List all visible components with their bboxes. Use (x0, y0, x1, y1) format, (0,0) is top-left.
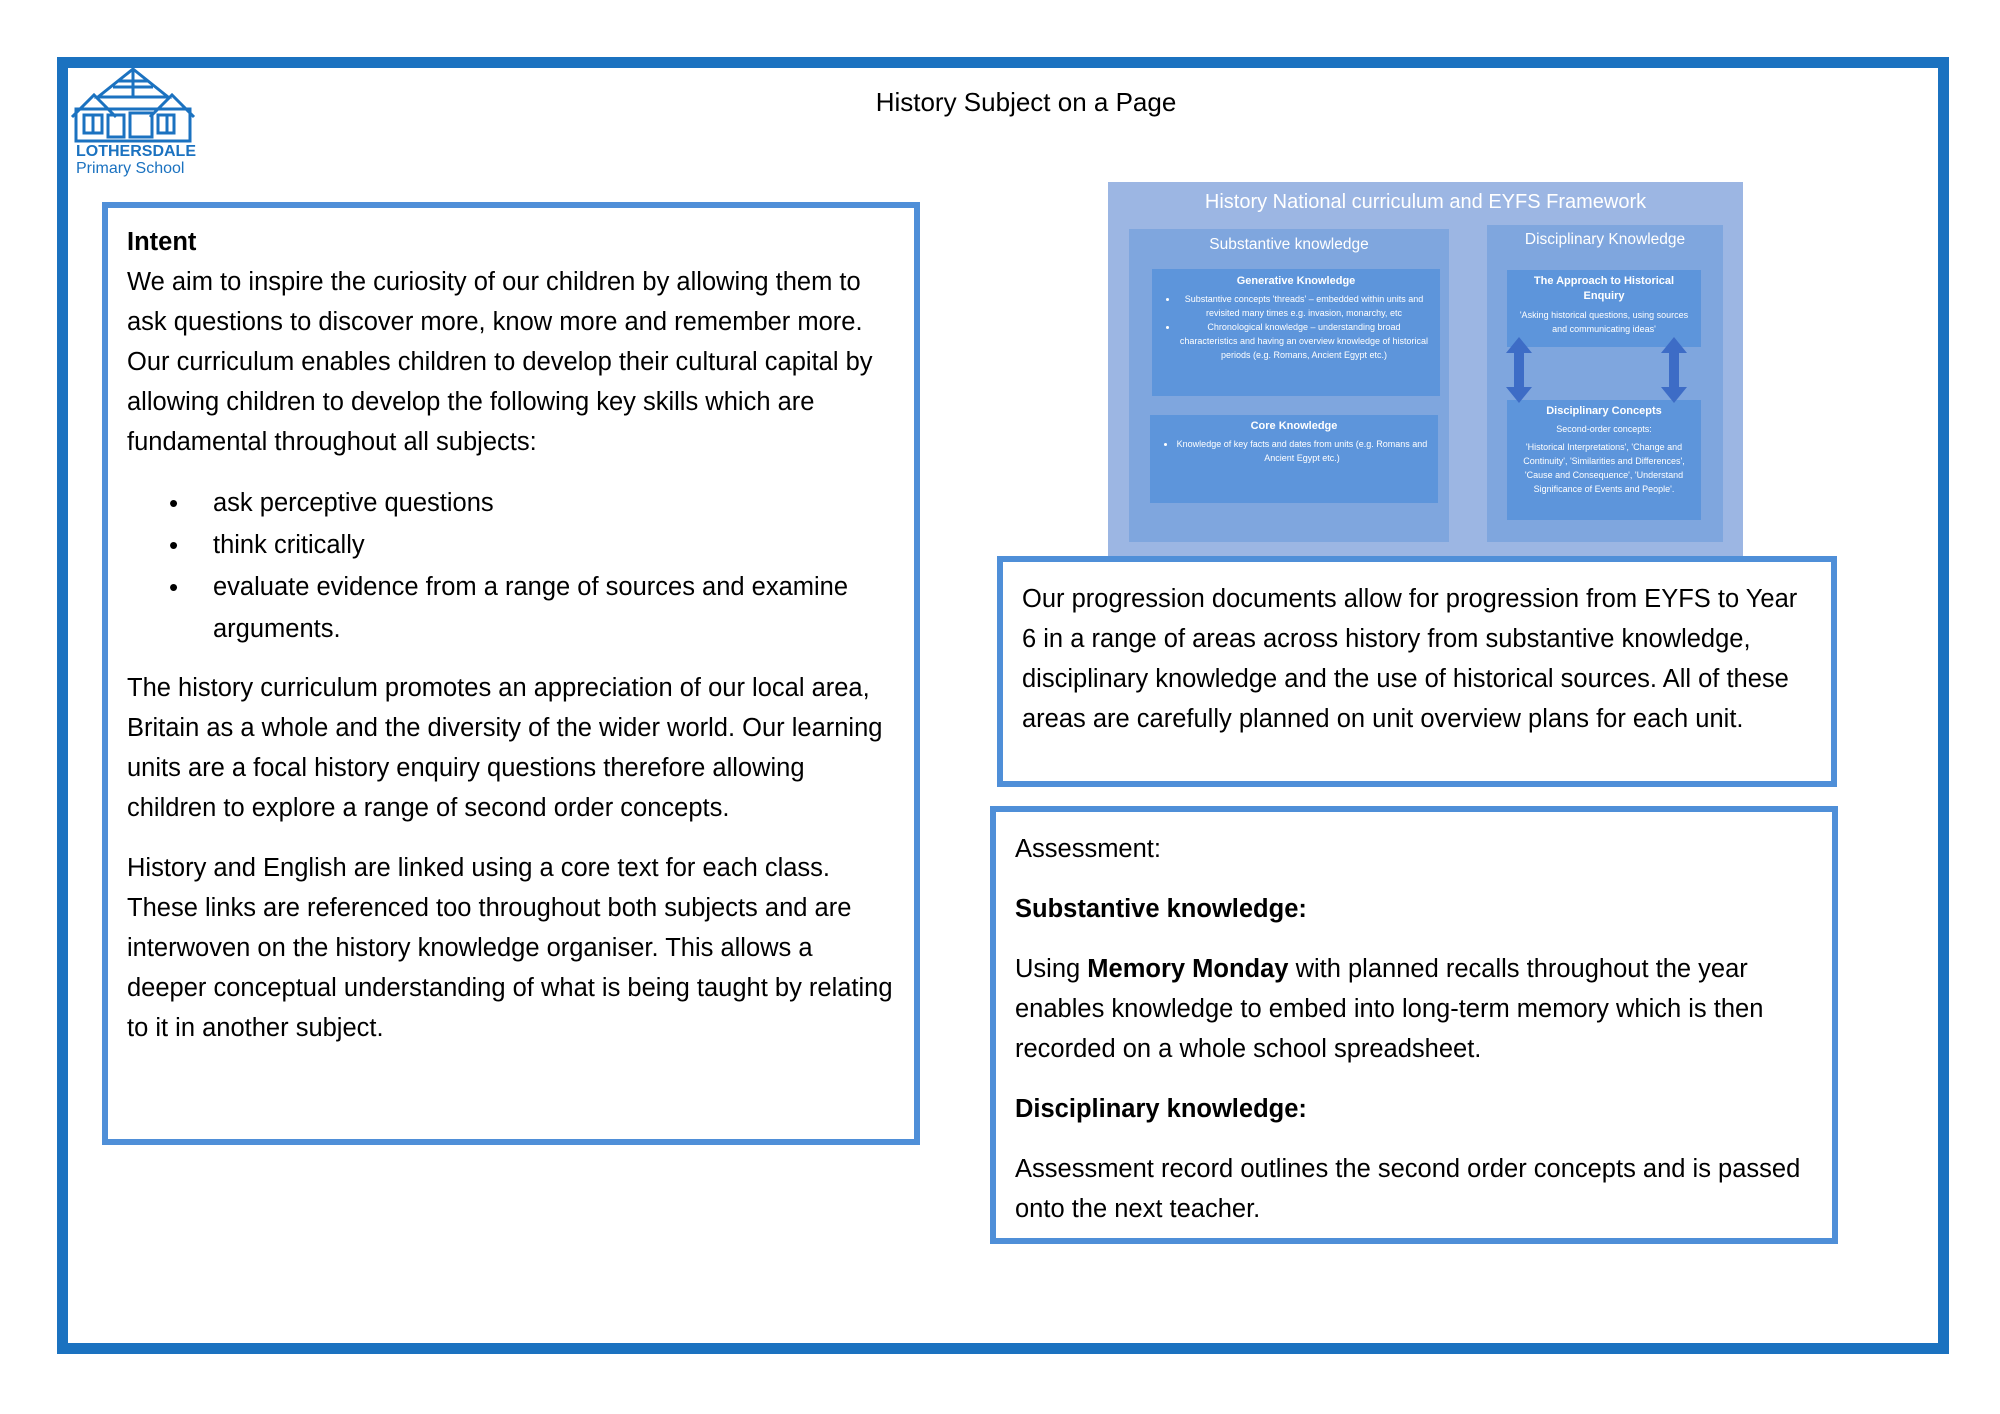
skills-list-item: • ask perceptive questions (169, 482, 896, 524)
school-logo-subtitle: Primary School (76, 160, 185, 177)
intent-paragraph: We aim to inspire the curiosity of our children by allowing them to ask questions to discover more, know more and remember more. Our curriculum enables children to develop their cultural capital by allowing children to develop the following key skills which are fundamental throughout all subjects: (127, 268, 873, 456)
assessment-heading: Assessment: (1015, 835, 1161, 863)
disciplinary-knowledge-title: Disciplinary Knowledge (1524, 231, 1686, 248)
disciplinary-concepts-text: 'Historical Interpretations', 'Change and Continuity', 'Similarities and Differences', 'Cause and Consequence', 'Understand Significance of Events and People'. (1523, 442, 1685, 494)
historical-enquiry-card (1507, 270, 1701, 347)
historical-enquiry-text: 'Asking historical questions, using sources and communicating ideas' (1519, 310, 1689, 334)
generative-knowledge-card (1152, 269, 1440, 396)
generative-knowledge-item: • Substantive concepts 'threads' – embedded within units and revisited many times e.g. invasion, monarchy, etc (1178, 292, 1430, 320)
substantive-text-prefix: Using (1015, 955, 1088, 983)
double-headed-arrow-icon (1506, 337, 1532, 403)
generative-knowledge-title: Generative Knowledge (1236, 275, 1356, 287)
disciplinary-assessment-text: Assessment record outlines the second order concepts and is passed onto the next teacher. (1015, 1155, 1801, 1223)
substantive-knowledge-heading: Substantive knowledge: (1015, 895, 1307, 923)
disciplinary-concepts-subtitle: Second-order concepts: (1556, 424, 1652, 434)
generative-knowledge-list (1152, 292, 1440, 362)
skills-list (127, 482, 896, 650)
progression-text: Our progression documents allow for progression from EYFS to Year 6 in a range of areas across history from substantive knowledge, disciplinary knowledge and the use of historical sources. All of these areas are carefully planned on unit overview plans for each unit. (1022, 585, 1798, 733)
core-knowledge-card (1150, 415, 1438, 503)
curriculum-framework-title: History National curriculum and EYFS Framework (1204, 191, 1647, 213)
substantive-assessment-text (1015, 949, 1814, 1069)
disciplinary-knowledge-column (1487, 225, 1723, 542)
double-headed-arrow-icon (1661, 337, 1687, 403)
core-knowledge-title: Core Knowledge (1250, 420, 1338, 432)
assessment-box (990, 806, 1838, 1244)
substantive-knowledge-title: Substantive knowledge (1209, 236, 1369, 253)
core-knowledge-list (1150, 437, 1438, 465)
substantive-text-suffix: with planned recalls throughout the year enables knowledge to embed into long-term memory which is then recorded on a whole school spreadsheet. (1015, 955, 1764, 1063)
disciplinary-concepts-title: Disciplinary Concepts (1546, 405, 1662, 417)
historical-enquiry-title: The Approach to Historical Enquiry (1533, 275, 1675, 302)
intent-paragraph: The history curriculum promotes an appreciation of our local area, Britain as a whole and the diversity of the wider world. Our learning units are a focal history enquiry questions therefore allowing children to explore a range of second order concepts. (127, 674, 883, 822)
school-logo-name: LOTHERSDALE (76, 143, 196, 160)
page-title: History Subject on a Page (875, 87, 1177, 117)
generative-knowledge-item: • Chronological knowledge – understanding broad characteristics and having an overview knowledge of historical periods (e.g. Romans, Ancient Egypt etc.) (1178, 320, 1430, 362)
curriculum-framework-image (1108, 182, 1743, 556)
core-knowledge-item: • Knowledge of key facts and dates from units (e.g. Romans and Ancient Egypt etc.) (1176, 437, 1428, 465)
intent-paragraph: History and English are linked using a core text for each class. These links are referenced too throughout both subjects and are interwoven on the history knowledge organiser. This allows a deeper conceptual understanding of what is being taught by relating to it in another subject. (127, 854, 893, 1042)
disciplinary-concepts-card (1507, 400, 1701, 520)
substantive-knowledge-column (1129, 229, 1449, 542)
memory-monday-label: Memory Monday (1087, 955, 1289, 983)
intent-box (102, 202, 920, 1145)
skills-list-item: • evaluate evidence from a range of sources and examine arguments. (169, 566, 896, 650)
progression-box (997, 556, 1837, 787)
skills-list-item: • think critically (169, 524, 896, 566)
intent-heading: Intent (127, 228, 197, 256)
disciplinary-knowledge-heading: Disciplinary knowledge: (1015, 1095, 1307, 1123)
